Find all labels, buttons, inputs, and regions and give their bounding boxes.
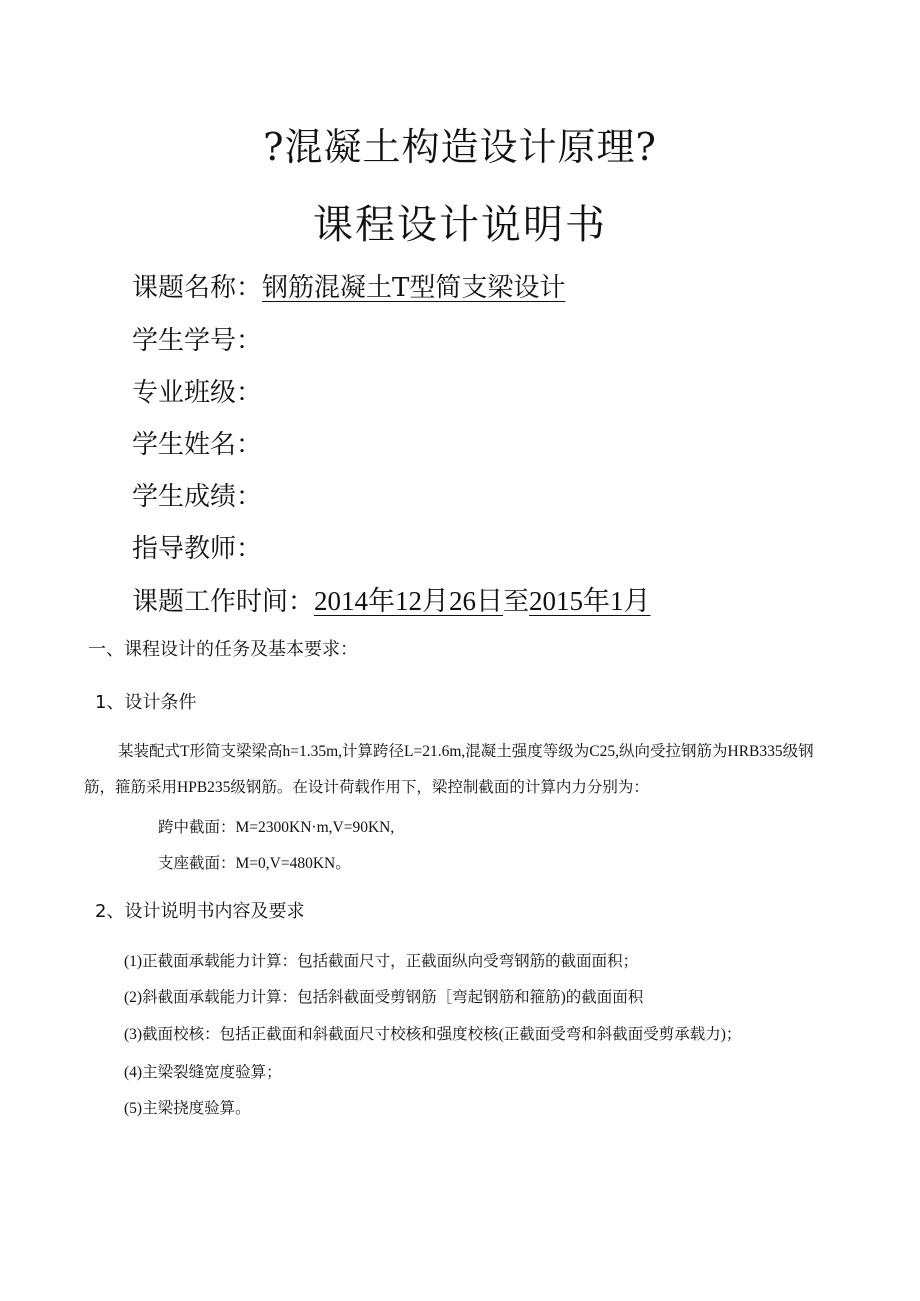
time-start: 2014年12月26日 (314, 586, 504, 616)
requirement-item: (2)斜截面承载能力计算：包括斜截面受剪钢筋［弯起钢筋和箍筋)的截面面积 (124, 989, 644, 1006)
topic-label: 课题名称： (132, 273, 263, 303)
midspan-section-line: 跨中截面：M=2300KN·m,V=90KN, (158, 819, 395, 836)
document-title: ?混凝土构造设计原理? (263, 125, 657, 169)
subsection-heading-requirements: 2、设计说明书内容及要求 (95, 901, 305, 922)
subsection-heading-conditions: 1、设计条件 (95, 692, 197, 713)
requirement-item: (1)正截面承载能力计算：包括截面尺寸，正截面纵向受弯钢筋的截面面积； (124, 953, 639, 970)
time-to: 至 (503, 587, 530, 617)
class-label: 专业班级： (132, 378, 263, 408)
document-subtitle: 课程设计说明书 (313, 202, 607, 248)
time-label: 课题工作时间： (132, 587, 315, 617)
design-conditions-paragraph: 某装配式T形简支梁梁高h=1.35m,计算跨径L=21.6m,混凝土强度等级为C25,纵向受拉钢筋为HRB335级钢筋，箍筋采用HPB235级钢筋。在设计荷载作用下，梁控制截面的计算内力分别为： (84, 743, 814, 796)
requirement-item: (3)截面校核：包括正截面和斜截面尺寸校核和强度校核(正截面受弯和斜截面受剪承载力)； (124, 1026, 742, 1043)
topic-value: 钢筋混凝土T型简支梁设计 (262, 273, 566, 303)
grade-row (132, 479, 262, 515)
support-section-line: 支座截面：M=0,V=480KN。 (158, 855, 351, 872)
time-row (132, 583, 651, 620)
requirement-item: (4)主梁裂缝宽度验算； (124, 1064, 282, 1081)
topic-row (132, 270, 565, 306)
teacher-label: 指导教师： (132, 534, 263, 564)
class-row (132, 375, 262, 411)
student-id-label: 学生学号： (132, 326, 263, 356)
student-id-row (132, 323, 262, 359)
grade-label: 学生成绩： (132, 482, 263, 512)
teacher-row (132, 531, 262, 567)
requirement-item: (5)主梁挠度验算。 (124, 1100, 251, 1117)
section-heading: 一、课程设计的任务及基本要求： (88, 639, 358, 660)
name-row (132, 427, 262, 463)
time-end: 2015年1月 (529, 586, 651, 616)
name-label: 学生姓名： (132, 430, 263, 460)
